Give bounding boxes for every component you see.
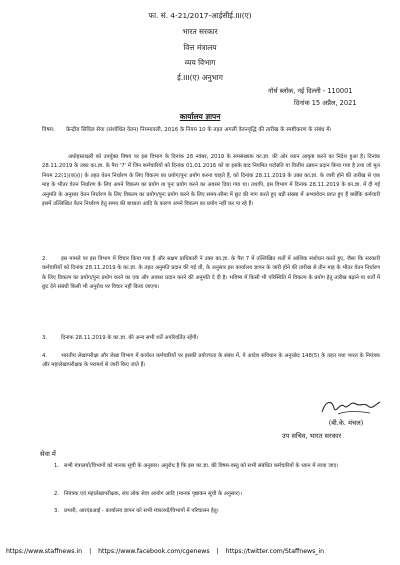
paragraph-2 <box>42 255 380 293</box>
paragraph-1: अधोहस्ताक्षरी को उपर्युक्त विषय पर इस विभाग के दिनांक 28 नवंबर, 2019 के समसंख्यक का.ज्ञा. की ओर ध्यान आकृष्ट करने का निदेश हुआ है। दिनांक 28.11.2019 के उक्त का.ज्ञा. के पैरा '7' में जिन कर्मचारियों को दिनांक 01.01.2016 को या इसके बाद नियमित पदोन्नति या वित्तीय उन्नयन प्रदान किया गया है तथा जो मूल नियम 22(1)(क)(i) के तहत वेतन निर्धारण के लिए विकल्प का प्रयोग/पुनः प्रयोग करना चाहते हैं, को दिनांक 28.11.2019 के उक्त का.ज्ञा. के जारी होने की तारीख से एक माह के भीतर वेतन निर्धारण के लिए अपने विकल्प का प्रयोग या पुनः प्रयोग करने का अवसर दिया गया था। तथापि, इस विभाग में दिनांक 28.11.2019 के का.ज्ञा. में दी गई अनुमति के अनुसार वेतन निर्धारण के लिए विकल्प का प्रयोग/पुनः प्रयोग करने के लिए समय-सीमा में छूट की मांग करते हुए बड़ी संख्या में अभ्यावेदन प्राप्त हुए हैं क्योंकि कर्मचारी इसमें उल्लिखित वेतन निर्धारण हेतु समय की बाध्यता आदि के कारण अपने विकल्प का प्रयोग नहीं कर पा रहे हैं। <box>42 154 380 208</box>
copy-item-3-text: प्रभारी, आरएंडआई - कार्यालय ज्ञापन को सभी मंत्रालयों/विभागों में परिचालन हेतु। <box>64 508 219 514</box>
paragraph-3-number: 3. <box>42 335 48 341</box>
footer-link-staffnews[interactable]: https://www.staffnews.in <box>6 548 83 555</box>
copy-item-3 <box>54 507 382 517</box>
document-type-heading: कार्यालय ज्ञापन <box>179 112 221 121</box>
department-label: व्यय विभाग <box>184 58 216 67</box>
file-number: फा. सं. 4-21/2017-आईसीई.III(ए) <box>148 11 252 20</box>
footer-link-facebook[interactable]: https://www.facebook.com/cgenews <box>98 548 210 555</box>
paragraph-3-text: दिनांक 28.11.2019 के का.ज्ञा. की अन्य सभी शर्तें अपरिवर्तित रहेंगी। <box>61 335 199 341</box>
footer-separator-2: | <box>216 548 219 555</box>
paragraph-4-number: 4. <box>42 353 48 359</box>
footer-links <box>6 548 324 555</box>
paragraph-4 <box>42 352 380 371</box>
paragraph-4-text: भारतीय लेखापरीक्षा और लेखा विभाग में कार्यरत कर्मचारियों पर इसकी प्रयोज्यता के संबंध में, ये आदेश संविधान के अनुच्छेद 148(5) के तहत यथा भारत के नियंत्रक और महालेखापरीक्षक के परामर्श से जारी किए जाते हैं। <box>42 353 380 369</box>
signatory-name: (बी.के. मंचल) <box>328 419 364 427</box>
ministry-label: वित्त मंत्रालय <box>183 43 217 52</box>
paragraph-2-number: 2. <box>42 256 48 262</box>
copy-item-2-text: नियंत्रक एवं महालेखापरीक्षक, संघ लोक सेवा आयोग आदि (मानक पृष्ठांकन सूची के अनुसार)। <box>64 491 242 497</box>
footer-link-twitter[interactable]: https://twitter.com/Staffnews_in <box>225 548 325 555</box>
office-address: नॉर्थ ब्लॉक, नई दिल्ली - 110001 <box>268 87 353 95</box>
section-label: ई.III(ए) अनुभाग <box>177 73 223 82</box>
subject-text: केन्द्रीय सिविल सेवा (संशोधित वेतन) नियमावली, 2016 के नियम 10 के तहत अगली वेतनवृद्धि की तारीख के स्पष्टीकरण के संबंध में। <box>66 127 332 133</box>
copy-item-1 <box>54 462 382 472</box>
signatory-designation: उप सचिव, भारत सरकार <box>282 432 342 440</box>
copy-item-1-number: 1. <box>54 463 60 469</box>
copy-item-1-text: सभी मंत्रालयों/विभागों को मानक सूची के अनुसार। अनुरोध है कि इस का.ज्ञा. की विषय-वस्तु को सभी संबंधित कर्मचारियों के ध्यान में लाया जाए। <box>64 463 339 469</box>
issue-date: दिनांक 15 अप्रैल, 2021 <box>294 99 357 107</box>
copy-item-2-number: 2. <box>54 491 60 497</box>
subject-block <box>42 126 382 136</box>
govt-label: भारत सरकार <box>182 27 218 36</box>
subject-label: विषय: <box>42 127 55 133</box>
paragraph-3 <box>42 334 380 343</box>
footer-separator-1: | <box>89 548 92 555</box>
copy-item-3-number: 3. <box>54 508 60 514</box>
copy-item-2 <box>54 490 382 500</box>
paragraph-2-text: इस मामले पर इस विभाग में विचार किया गया है और सक्षम प्राधिकारी ने उक्त का.ज्ञा. के पैरा 7 में उल्लिखित शर्तों में आंशिक संशोधन करते हुए, जैसा कि सरकारी कर्मचारियों को दिनांक 28.11.2019 के का.ज्ञा. के तहत अनुमति प्रदान की गई थी, के अनुसार इस कार्यालय ज्ञापन के जारी होने की तारीख से तीन माह के भीतर वेतन निर्धारण के लिए विकल्प का प्रयोग/पुनः प्रयोग करने का एक और अवसर प्रदान करने की अनुमति दे दी है। भविष्य में किसी भी परिस्थिति में विकल्प के प्रयोग हेतु तारीख बढ़ाने या शर्तों में छूट देने संबंधी किसी भी अनुरोध पर विचार नहीं किया जाएगा। <box>42 256 380 291</box>
signature-mark <box>318 396 384 418</box>
copy-to-label: सेवा में <box>40 450 56 458</box>
